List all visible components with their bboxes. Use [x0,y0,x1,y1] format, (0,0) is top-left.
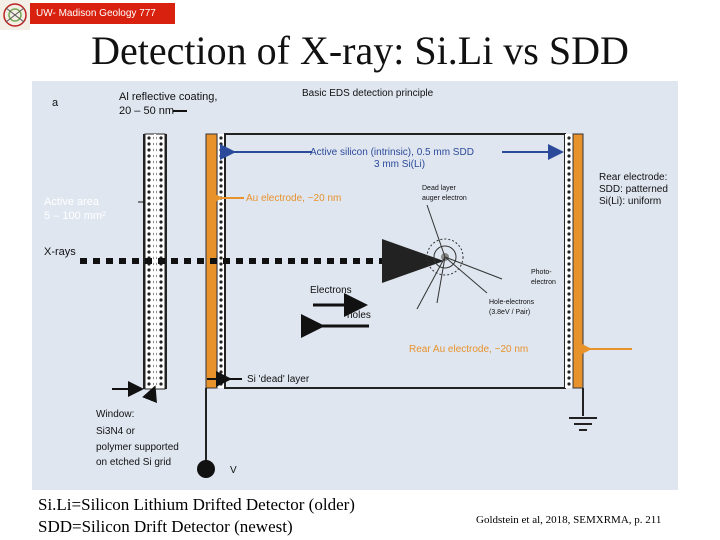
rear-au-electrode-label: Rear Au electrode, ~20 nm [409,344,529,355]
panel-label: a [52,97,59,109]
rear-electrode [565,134,573,388]
active-area-label-2: 5 – 100 mm² [44,210,106,222]
al-coating-label-2: 20 – 50 nm [119,105,175,117]
al-coating-label-1: Al reflective coating, [119,91,218,103]
eds-detector-diagram [32,81,678,490]
diagram-heading: Basic EDS detection principle [302,88,434,99]
window-label-3: polymer supported [96,442,179,453]
hole-electrons-label-1: Hole-electrons [489,299,535,306]
rear-electrode-label-2: SDD: patterned [599,184,668,195]
active-silicon-label-1: Active silicon (intrinsic), 0.5 mm SDD [310,147,474,158]
photo-electron-label-1: Photo- [531,269,552,276]
dead-layer-label-1: Dead layer [422,185,456,192]
active-area-label-1: Active area [44,196,100,208]
electrons-label: Electrons [310,285,352,296]
caption-line-sili: Si.Li=Silicon Lithium Drifted Detector (older) [38,495,355,514]
voltage-label: V [230,465,237,476]
photo-electron-label-2: electron [531,279,556,286]
window-label-2: Si3N4 or [96,426,135,437]
caption-line-sdd: SDD=Silicon Drift Detector (newest) [38,517,293,536]
rear-electrode-label-3: Si(Li): uniform [599,196,662,207]
course-badge: UW- Madison Geology 777 [30,3,175,24]
window-label-4: on etched Si grid [96,457,172,468]
citation: Goldstein et al, 2018, SEMXRMA, p. 211 [476,514,662,526]
active-silicon-label-2: 3 mm Si(Li) [374,159,426,170]
rear-electrode-label-1: Rear electrode: [599,172,668,183]
dead-layer-label-2: auger electron [422,195,467,202]
au-electrode-label: Au electrode, ~20 nm [246,193,342,204]
rear-au-electrode [573,134,583,388]
caption [38,494,355,538]
holes-label: holes [347,310,371,321]
voltage-terminal-icon [197,460,215,478]
hole-electrons-label-2: (3.8eV / Pair) [489,309,531,316]
xrays-label: X-rays [44,246,76,258]
slide-title: Detection of X-ray: Si.Li vs SDD [91,28,629,73]
window-label-1: Window: [96,409,135,420]
si-dead-layer-label: Si 'dead' layer [247,374,310,385]
